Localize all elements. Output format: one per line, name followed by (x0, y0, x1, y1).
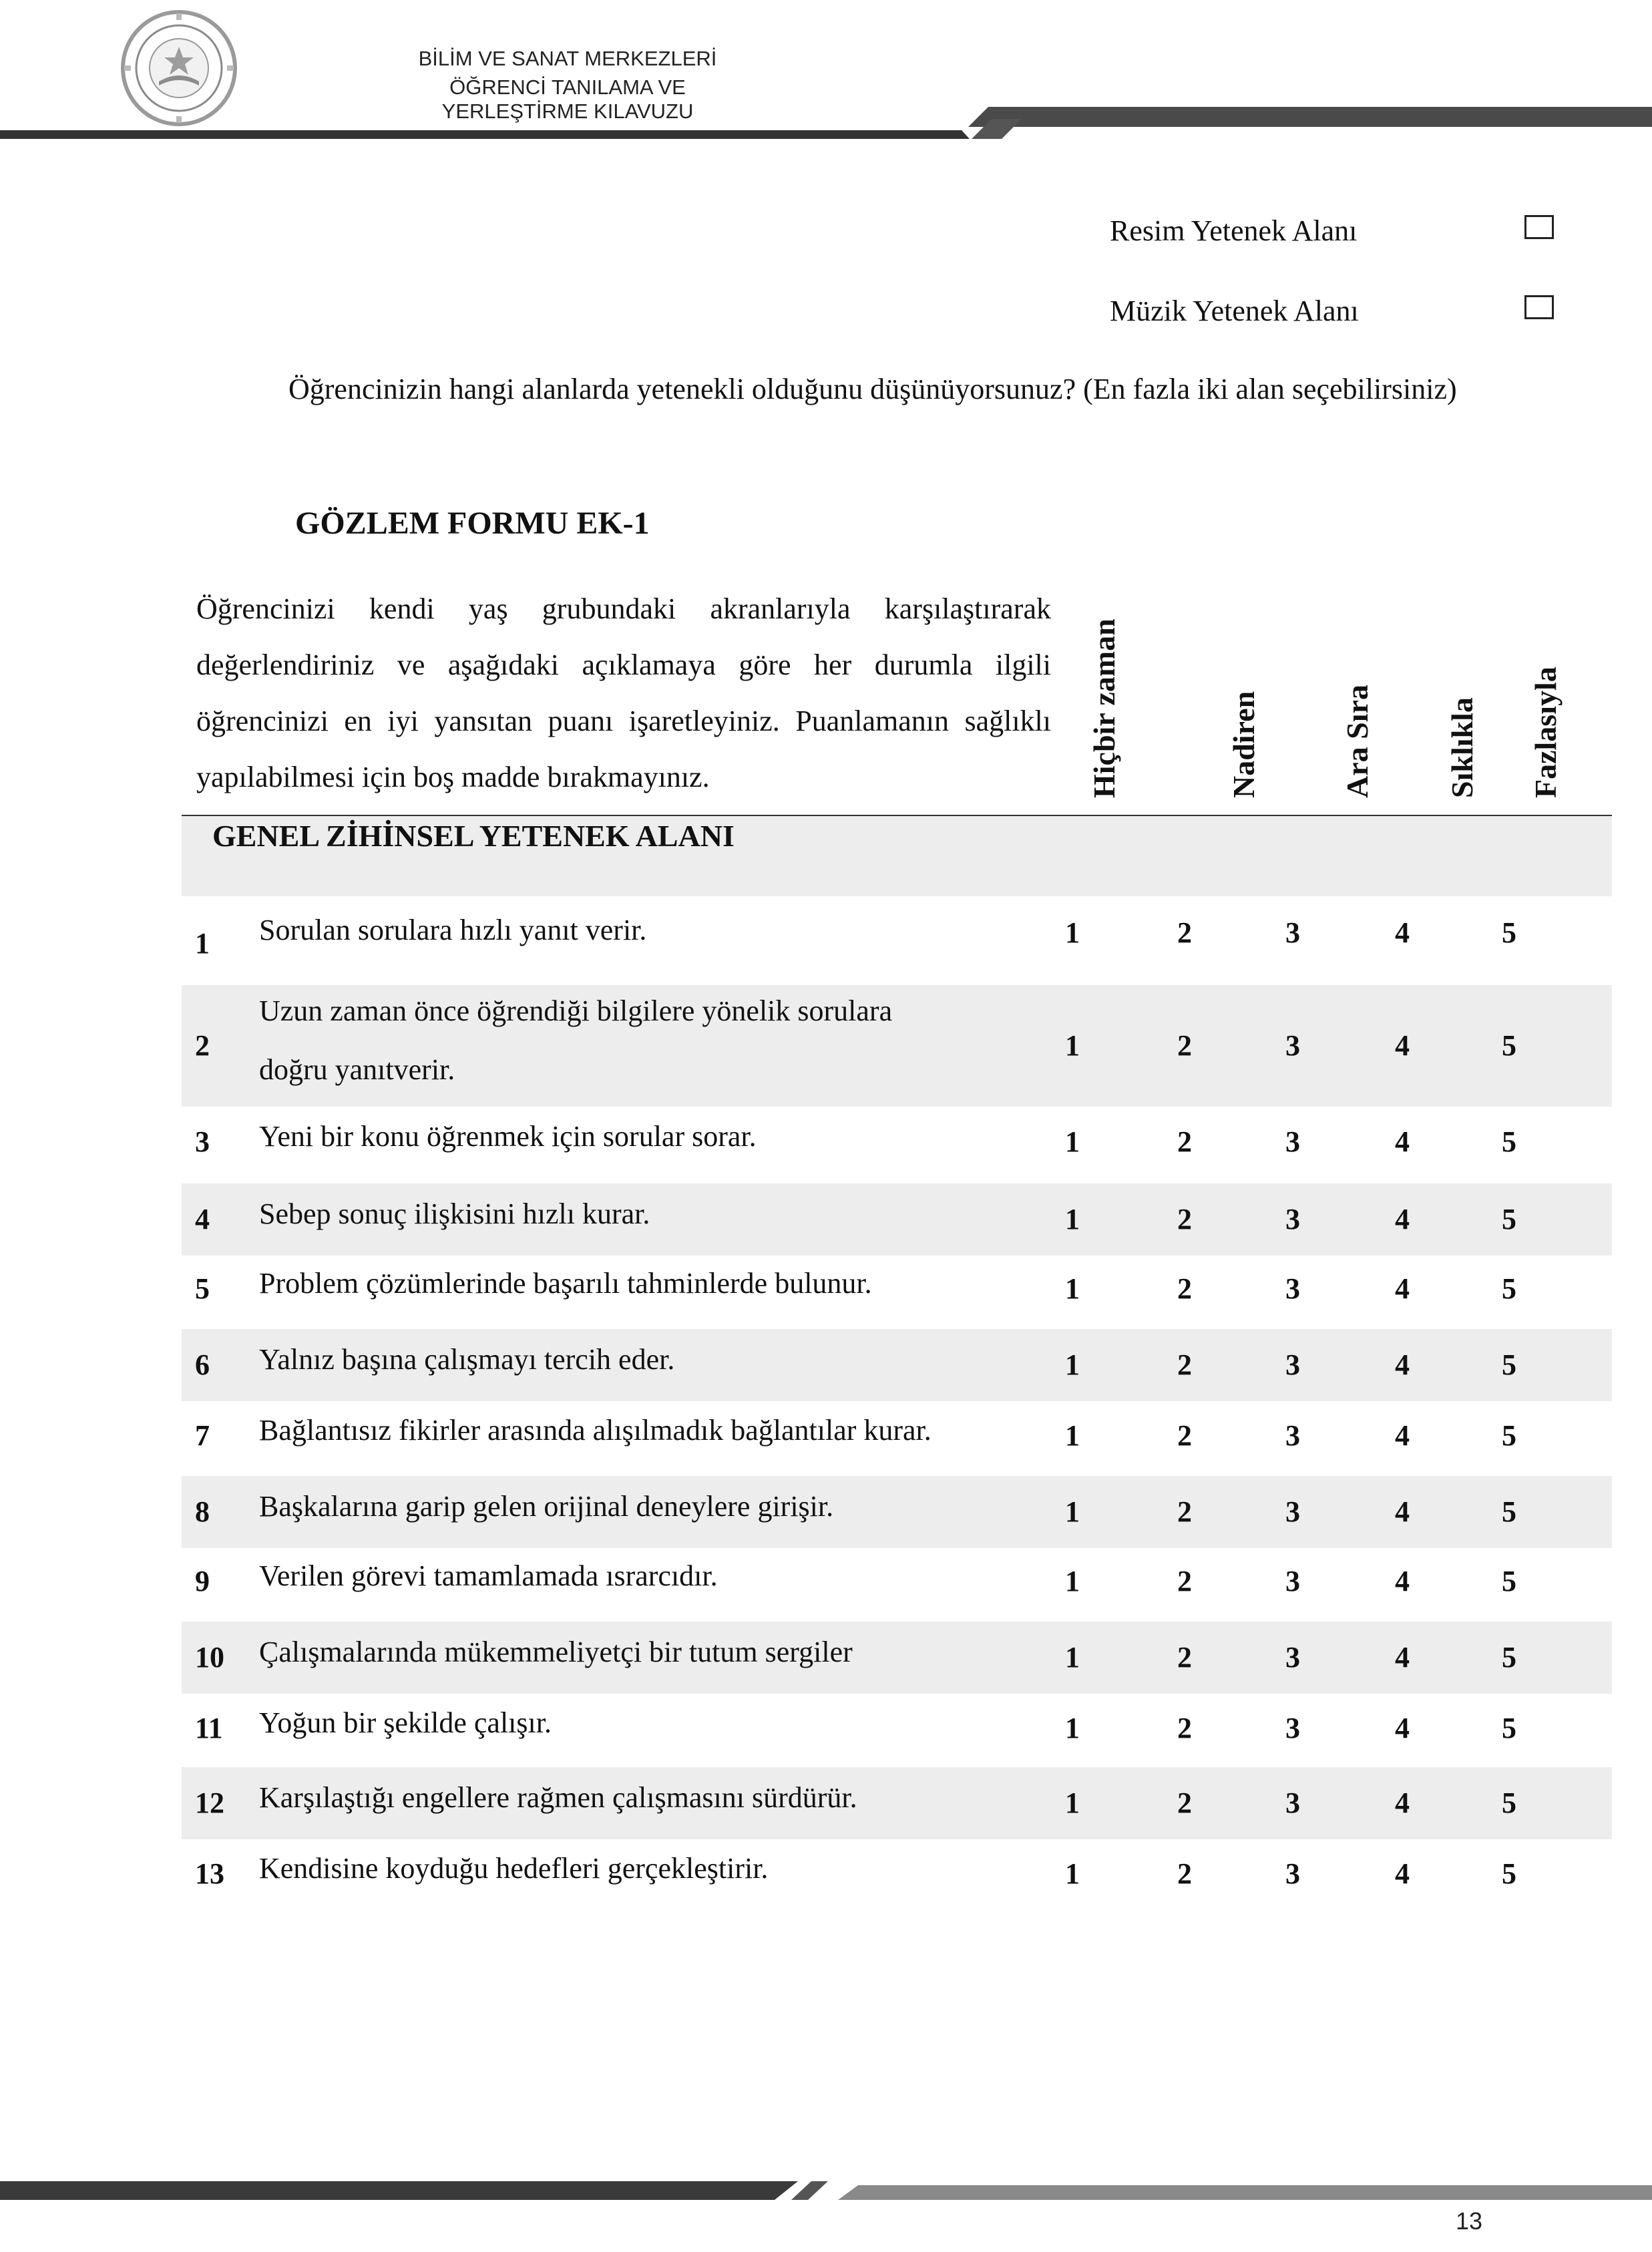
score-option-4[interactable]: 4 (1395, 1495, 1410, 1528)
score-option-2[interactable]: 2 (1177, 1712, 1192, 1744)
checkbox-muzik[interactable] (1524, 295, 1554, 319)
score-option-4[interactable]: 4 (1395, 1125, 1410, 1158)
item-number: 6 (195, 1348, 210, 1381)
item-text: Karşılaştığı engellere rağmen çalışmasını sürdürür. (259, 1781, 857, 1814)
score-option-3[interactable]: 3 (1285, 1029, 1300, 1062)
score-option-3[interactable]: 3 (1285, 1641, 1300, 1674)
score-option-1[interactable]: 1 (1065, 1787, 1080, 1819)
header-line-1: BİLİM VE SANAT MERKEZLERİ (418, 47, 717, 70)
item-text: Yeni bir konu öğrenmek için sorular sorar. (259, 1120, 757, 1153)
score-option-2[interactable]: 2 (1177, 1348, 1192, 1381)
item-number: 12 (195, 1787, 224, 1819)
score-option-1[interactable]: 1 (1065, 1419, 1080, 1452)
score-option-4[interactable]: 4 (1395, 1203, 1410, 1236)
score-option-1[interactable]: 1 (1065, 1565, 1080, 1598)
score-option-3[interactable]: 3 (1285, 1565, 1300, 1598)
item-number: 4 (195, 1203, 210, 1236)
score-option-4[interactable]: 4 (1395, 1787, 1410, 1819)
item-text: Sorulan sorulara hızlı yanıt verir. (259, 914, 647, 946)
talent-question: Öğrencinizin hangi alanlarda yetenekli olduğunu düşünüyorsunuz? (En fazla iki alan seçebilirsiniz) (288, 373, 1457, 405)
score-option-1[interactable]: 1 (1065, 1029, 1080, 1062)
form-title: GÖZLEM FORMU EK-1 (295, 506, 650, 541)
score-option-5[interactable]: 5 (1502, 1272, 1516, 1305)
checkbox-resim[interactable] (1524, 215, 1554, 239)
item-text: Verilen görevi tamamlamada ısrarcıdır. (259, 1559, 718, 1592)
item-text: Uzun zaman önce öğrendiği bilgilere yönelik sorulara doğru yanıtverir. (259, 994, 893, 1086)
score-option-3[interactable]: 3 (1285, 1857, 1300, 1890)
score-option-5[interactable]: 5 (1502, 1712, 1516, 1744)
score-option-5[interactable]: 5 (1502, 1348, 1516, 1381)
score-option-4[interactable]: 4 (1395, 1029, 1410, 1062)
item-number: 2 (195, 1029, 210, 1062)
score-option-2[interactable]: 2 (1177, 1857, 1192, 1890)
item-number: 10 (195, 1641, 224, 1674)
page-number: 13 (1456, 2207, 1483, 2235)
score-option-5[interactable]: 5 (1502, 916, 1516, 949)
scale-header-siklikla: Sıklıkla (1445, 697, 1479, 798)
score-option-5[interactable]: 5 (1502, 1203, 1516, 1236)
score-option-3[interactable]: 3 (1285, 1495, 1300, 1528)
item-number: 13 (195, 1857, 224, 1890)
score-option-3[interactable]: 3 (1285, 1787, 1300, 1819)
score-option-1[interactable]: 1 (1065, 1712, 1080, 1744)
score-option-1[interactable]: 1 (1065, 1857, 1080, 1890)
instructions-paragraph: Öğrencinizi kendi yaş grubundaki akranlarıyla karşılaştırarak değerlendiriniz ve aşağıdaki açıklamaya göre her durumla ilgili öğrencinizi en iyi yansıtan puanı işaretleyiniz. Puanlamanın sağlıklı yapılabilmesi için boş madde bırakmayınız. (196, 592, 1051, 793)
item-text: Problem çözümlerinde başarılı tahminlerde bulunur. (259, 1267, 872, 1300)
scale-header-hicbir-zaman: Hiçbir zaman (1087, 618, 1121, 798)
score-option-3[interactable]: 3 (1285, 1712, 1300, 1744)
score-option-5[interactable]: 5 (1502, 1641, 1516, 1674)
score-option-2[interactable]: 2 (1177, 1203, 1192, 1236)
item-text: Çalışmalarında mükemmeliyetçi bir tutum sergiler (259, 1636, 853, 1668)
score-option-2[interactable]: 2 (1177, 1787, 1192, 1819)
score-option-1[interactable]: 1 (1065, 1495, 1080, 1528)
score-option-2[interactable]: 2 (1177, 1495, 1192, 1528)
section-title: GENEL ZİHİNSEL YETENEK ALANI (212, 819, 735, 853)
score-option-1[interactable]: 1 (1065, 916, 1080, 949)
item-text: Bağlantısız fikirler arasında alışılmadık bağlantılar kurar. (259, 1414, 932, 1447)
scale-header-ara-sira: Ara Sıra (1340, 685, 1374, 798)
score-option-5[interactable]: 5 (1502, 1857, 1516, 1890)
score-option-2[interactable]: 2 (1177, 1125, 1192, 1158)
score-option-5[interactable]: 5 (1502, 1565, 1516, 1598)
item-text: Yalnız başına çalışmayı tercih eder. (259, 1343, 675, 1376)
score-option-5[interactable]: 5 (1502, 1125, 1516, 1158)
item-text: Başkalarına garip gelen orijinal deneylere girişir. (259, 1490, 834, 1523)
score-option-4[interactable]: 4 (1395, 916, 1410, 949)
item-text: Yoğun bir şekilde çalışır. (259, 1706, 552, 1739)
score-option-5[interactable]: 5 (1502, 1419, 1516, 1452)
score-option-1[interactable]: 1 (1065, 1272, 1080, 1305)
score-option-2[interactable]: 2 (1177, 1029, 1192, 1062)
option-label-muzik: Müzik Yetenek Alanı (1110, 295, 1359, 327)
item-number: 11 (195, 1712, 223, 1744)
score-option-4[interactable]: 4 (1395, 1857, 1410, 1890)
item-number: 7 (195, 1419, 210, 1452)
item-text: Kendisine koyduğu hedefleri gerçekleştirir. (259, 1852, 769, 1885)
score-option-4[interactable]: 4 (1395, 1641, 1410, 1674)
score-option-2[interactable]: 2 (1177, 1419, 1192, 1452)
item-number: 8 (195, 1495, 210, 1528)
score-option-4[interactable]: 4 (1395, 1565, 1410, 1598)
scale-header-nadiren: Nadiren (1227, 691, 1261, 798)
score-option-1[interactable]: 1 (1065, 1348, 1080, 1381)
score-option-5[interactable]: 5 (1502, 1495, 1516, 1528)
score-option-1[interactable]: 1 (1065, 1125, 1080, 1158)
item-number: 5 (195, 1272, 210, 1305)
score-option-2[interactable]: 2 (1177, 1641, 1192, 1674)
score-option-2[interactable]: 2 (1177, 916, 1192, 949)
option-label-resim: Resim Yetenek Alanı (1110, 214, 1358, 247)
item-number: 1 (195, 927, 210, 960)
footer-rule (0, 2177, 1652, 2204)
score-option-4[interactable]: 4 (1395, 1348, 1410, 1381)
score-option-5[interactable]: 5 (1502, 1787, 1516, 1819)
item-number: 9 (195, 1565, 210, 1598)
score-option-4[interactable]: 4 (1395, 1272, 1410, 1305)
score-option-5[interactable]: 5 (1502, 1029, 1516, 1062)
score-option-3[interactable]: 3 (1285, 1272, 1300, 1305)
scale-header-fazlasiyla: Fazlasıyla (1528, 667, 1563, 798)
score-option-2[interactable]: 2 (1177, 1565, 1192, 1598)
score-option-3[interactable]: 3 (1285, 1419, 1300, 1452)
header-line-2: ÖĞRENCİ TANILAMA VE YERLEŞTİRME KILAVUZU (441, 75, 694, 123)
score-option-2[interactable]: 2 (1177, 1272, 1192, 1305)
score-option-3[interactable]: 3 (1285, 1203, 1300, 1236)
score-option-4[interactable]: 4 (1395, 1419, 1410, 1452)
score-option-1[interactable]: 1 (1065, 1641, 1080, 1674)
item-text: Sebep sonuç ilişkisini hızlı kurar. (259, 1197, 650, 1230)
score-option-3[interactable]: 3 (1285, 1348, 1300, 1381)
score-option-4[interactable]: 4 (1395, 1712, 1410, 1744)
score-option-3[interactable]: 3 (1285, 1125, 1300, 1158)
score-option-3[interactable]: 3 (1285, 916, 1300, 949)
item-number: 3 (195, 1125, 210, 1158)
header-rule (0, 93, 1652, 144)
score-option-1[interactable]: 1 (1065, 1203, 1080, 1236)
